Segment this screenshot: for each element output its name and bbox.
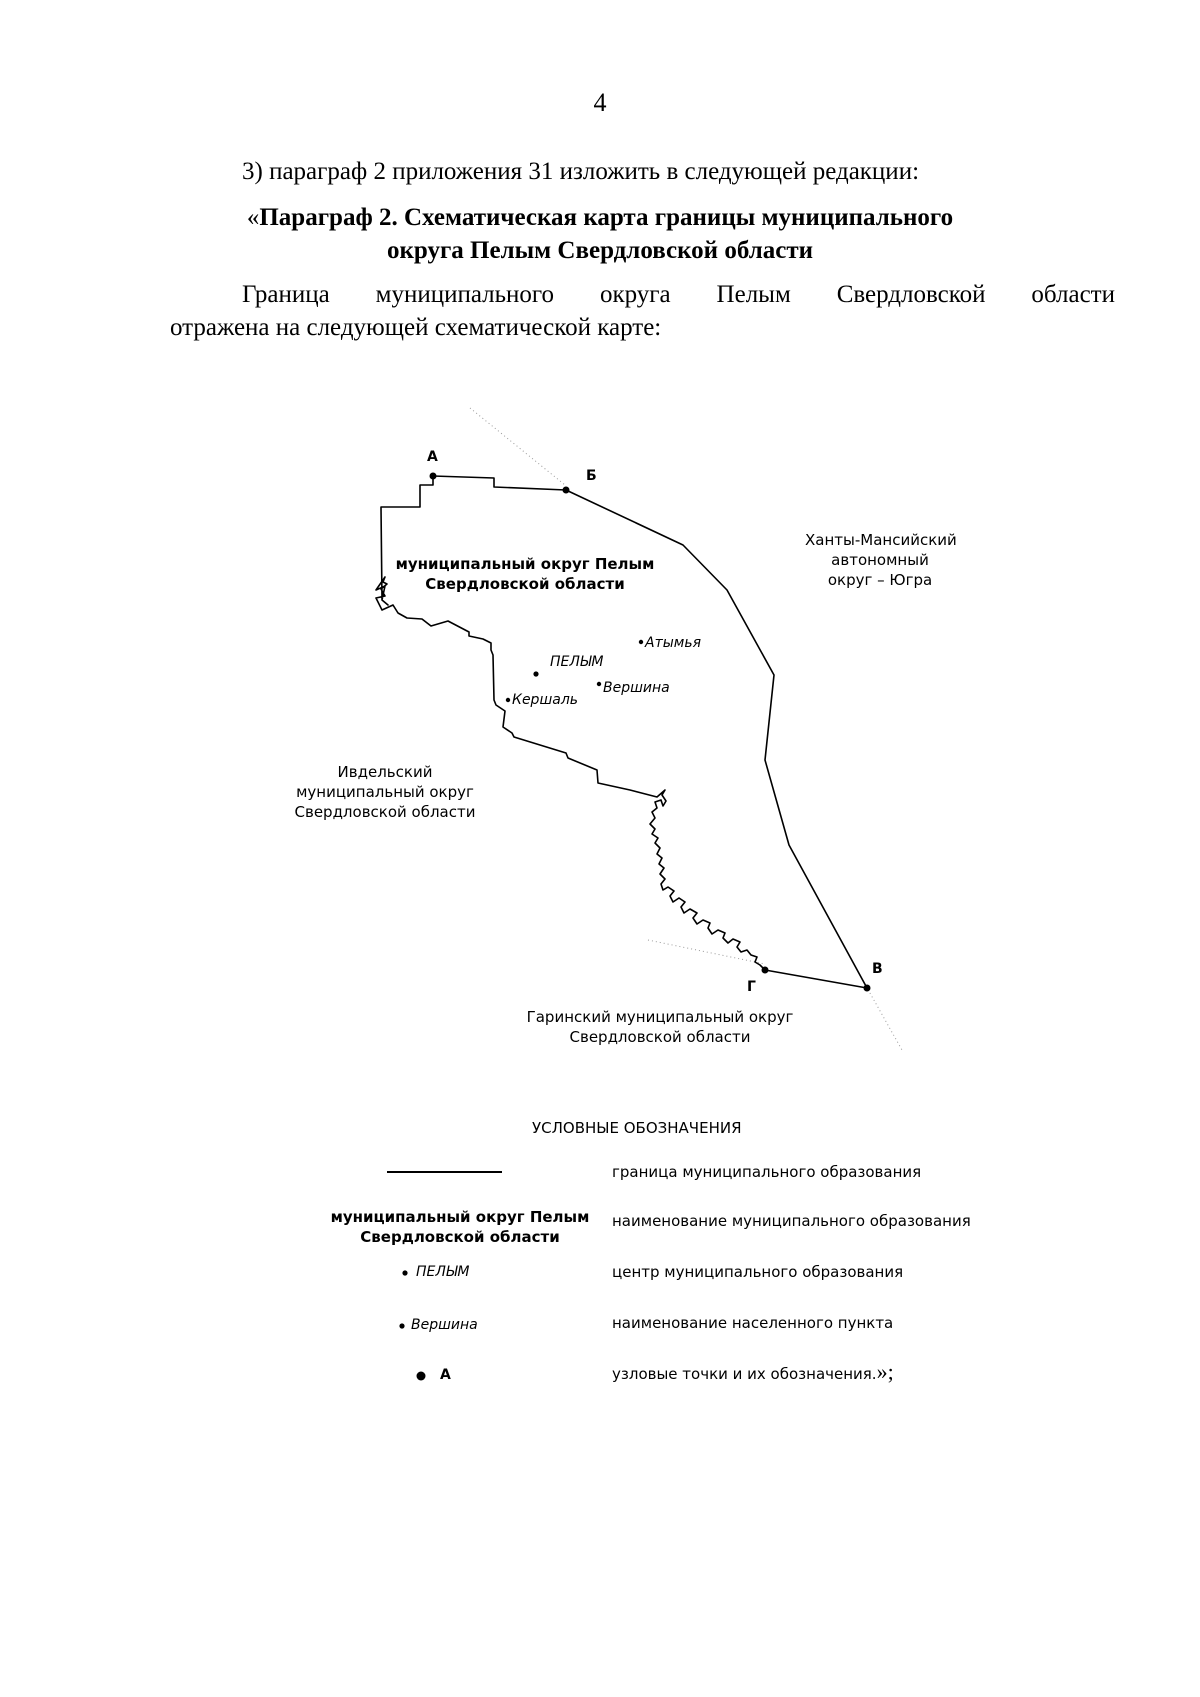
legend-symbol-node: А xyxy=(440,1367,451,1383)
paragraph-line2: отражена на следующей схематической карте: xyxy=(170,314,662,341)
center-label-pelym: ПЕЛЫМ xyxy=(550,654,604,670)
legend-symbol-name-line1: муниципальный округ Пелым xyxy=(330,1208,590,1226)
node-point-v xyxy=(864,985,871,992)
neighbor-khanty-line2: автономный xyxy=(831,551,929,569)
point-label-g: Г xyxy=(747,979,756,995)
point-label-a: А xyxy=(427,449,438,465)
legend-symbol-settlement: Вершина xyxy=(411,1317,478,1333)
node-point-b xyxy=(563,487,570,494)
municipality-name-label xyxy=(380,554,670,594)
heading-quote: « xyxy=(246,204,260,231)
point-label-v: В xyxy=(872,961,883,977)
center-dot-pelym xyxy=(533,671,538,676)
point-label-b: Б xyxy=(586,468,597,484)
amendment-intro: 3) параграф 2 приложения 31 изложить в следующей редакции: xyxy=(242,158,920,185)
neighbor-khanty-line1: Ханты-Мансийский xyxy=(805,531,957,549)
municipal-boundary xyxy=(376,476,867,988)
heading-line2: округа Пелым Свердловской области xyxy=(386,237,814,264)
neighbor-garin-line1: Гаринский муниципальный округ xyxy=(526,1008,794,1026)
neighbor-ivdel-line2: муниципальный округ xyxy=(296,783,474,801)
closing-quote: »; xyxy=(876,1359,894,1384)
page-number: 4 xyxy=(593,88,607,117)
neighbor-khanty-label xyxy=(805,530,955,590)
legend-symbol-center: ПЕЛЫМ xyxy=(416,1264,470,1280)
legend-desc-settlement: наименование населенного пункта xyxy=(612,1314,894,1332)
legend-symbol-name-line2: Свердловской области xyxy=(360,1228,560,1246)
legend-desc-municipality-name: наименование муниципального образования xyxy=(612,1212,971,1230)
legend-desc-boundary: граница муниципального образования xyxy=(612,1163,922,1181)
heading-line1: Параграф 2. Схематическая карта границы муниципального xyxy=(259,204,954,231)
legend-title: УСЛОВНЫЕ ОБОЗНАЧЕНИЯ xyxy=(532,1119,742,1137)
extension-line-b xyxy=(470,408,565,485)
settlement-label-vershina: Вершина xyxy=(603,680,670,696)
municipality-name-line1: муниципальный округ Пелым xyxy=(395,555,655,573)
settlement-dot-vershina xyxy=(597,682,601,686)
neighbor-garin-label xyxy=(515,1007,805,1047)
neighbor-ivdel-line3: Свердловской области xyxy=(294,803,476,821)
paragraph-line1: Граница муниципального округа Пелым Свердловской области xyxy=(242,281,1115,308)
node-point-a xyxy=(430,473,437,480)
legend-node-dot xyxy=(417,1372,426,1381)
neighbor-garin-line2: Свердловской области xyxy=(569,1028,751,1046)
legend-symbol-municipality-name xyxy=(315,1207,605,1247)
neighbor-ivdel-line1: Ивдельский xyxy=(337,763,433,781)
legend-desc-node xyxy=(612,1359,894,1384)
legend-desc-center: центр муниципального образования xyxy=(612,1263,904,1281)
settlement-label-atymya: Атымья xyxy=(645,635,702,651)
node-point-g xyxy=(762,967,769,974)
legend-center-dot xyxy=(402,1270,407,1275)
settlement-label-kershal: Кершаль xyxy=(512,692,579,708)
extension-line-g xyxy=(648,940,765,964)
neighbor-khanty-line3: округ – Югра xyxy=(827,571,933,589)
neighbor-ivdel-label xyxy=(290,762,480,822)
legend-desc-node-text: узловые точки и их обозначения. xyxy=(612,1365,877,1383)
legend-settlement-dot xyxy=(399,1323,404,1328)
settlement-dot-kershal xyxy=(506,698,510,702)
extension-line-v xyxy=(866,986,902,1050)
settlement-dot-atymya xyxy=(639,640,643,644)
municipality-name-line2: Свердловской области xyxy=(425,575,625,593)
